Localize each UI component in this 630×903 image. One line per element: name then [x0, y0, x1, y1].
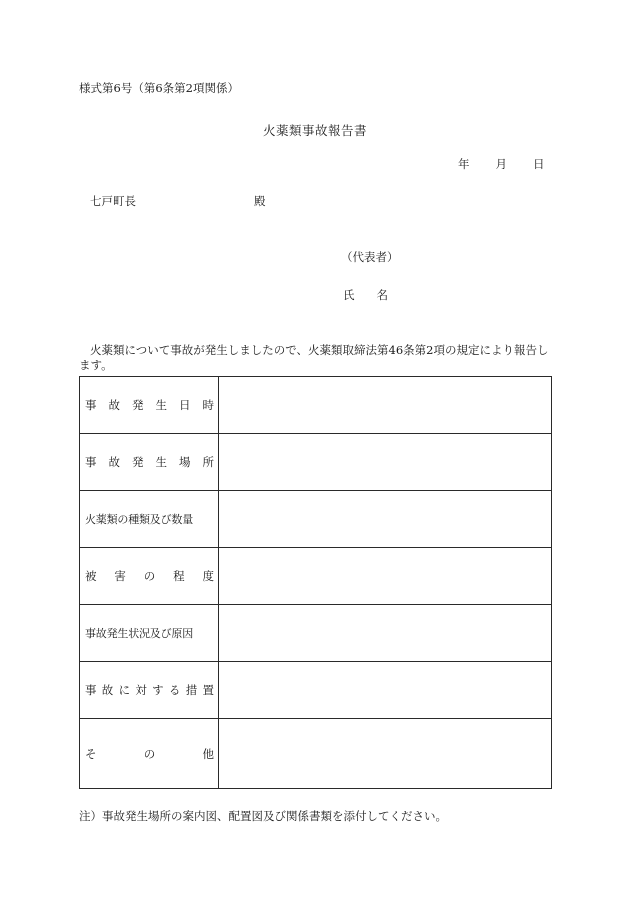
attachment-note: 注）事故発生場所の案内図、配置図及び関係書類を添付してください。: [79, 809, 447, 823]
row-value-field[interactable]: [219, 377, 552, 434]
row-label: 事 故 に 対 す る 措 置: [85, 683, 214, 697]
row-label-cell: [80, 605, 219, 662]
row-value-field[interactable]: [219, 719, 552, 789]
table-row: [80, 662, 552, 719]
row-label: 事 故 発 生 場 所: [85, 455, 214, 469]
name-label-char-1: 氏: [343, 288, 355, 302]
table-row: [80, 434, 552, 491]
table-row: [80, 377, 552, 434]
applicant-name-label: [343, 287, 388, 303]
row-label-cell: [80, 434, 219, 491]
row-value-field[interactable]: [219, 434, 552, 491]
row-label-cell: [80, 548, 219, 605]
row-value-field[interactable]: [219, 662, 552, 719]
row-label-cell: [80, 377, 219, 434]
row-label: 火薬類の種類及び数量: [85, 513, 193, 526]
report-table: [79, 376, 552, 789]
row-value-field[interactable]: [219, 548, 552, 605]
row-value-field[interactable]: [219, 491, 552, 548]
report-statement: 火薬類について事故が発生しましたので、火薬類取締法第46条第2項の規定により報告します。: [79, 343, 549, 372]
date-day-label: 日: [533, 157, 545, 171]
row-label: 事 故 発 生 日 時: [85, 398, 214, 412]
addressee-honorific: 殿: [254, 194, 266, 208]
row-label: 被 害 の 程 度: [85, 569, 214, 583]
representative-label: （代表者）: [341, 250, 399, 264]
table-row: [80, 491, 552, 548]
addressee-name: 七戸町長: [90, 194, 136, 208]
table-row: [80, 548, 552, 605]
form-number: 様式第6号（第6条第2項関係）: [79, 81, 239, 95]
date-year-label: 年: [458, 157, 470, 171]
name-label-char-2: 名: [376, 288, 388, 302]
table-row: [80, 605, 552, 662]
row-label-cell: [80, 491, 219, 548]
row-label-cell: [80, 719, 219, 789]
date-month-label: 月: [495, 157, 507, 171]
row-label-cell: [80, 662, 219, 719]
document-title: 火薬類事故報告書: [262, 123, 367, 138]
row-label: そ の 他: [85, 746, 214, 761]
table-row: [80, 719, 552, 789]
date-row: [458, 156, 545, 172]
row-value-field[interactable]: [219, 605, 552, 662]
row-label: 事故発生状況及び原因: [85, 627, 193, 640]
